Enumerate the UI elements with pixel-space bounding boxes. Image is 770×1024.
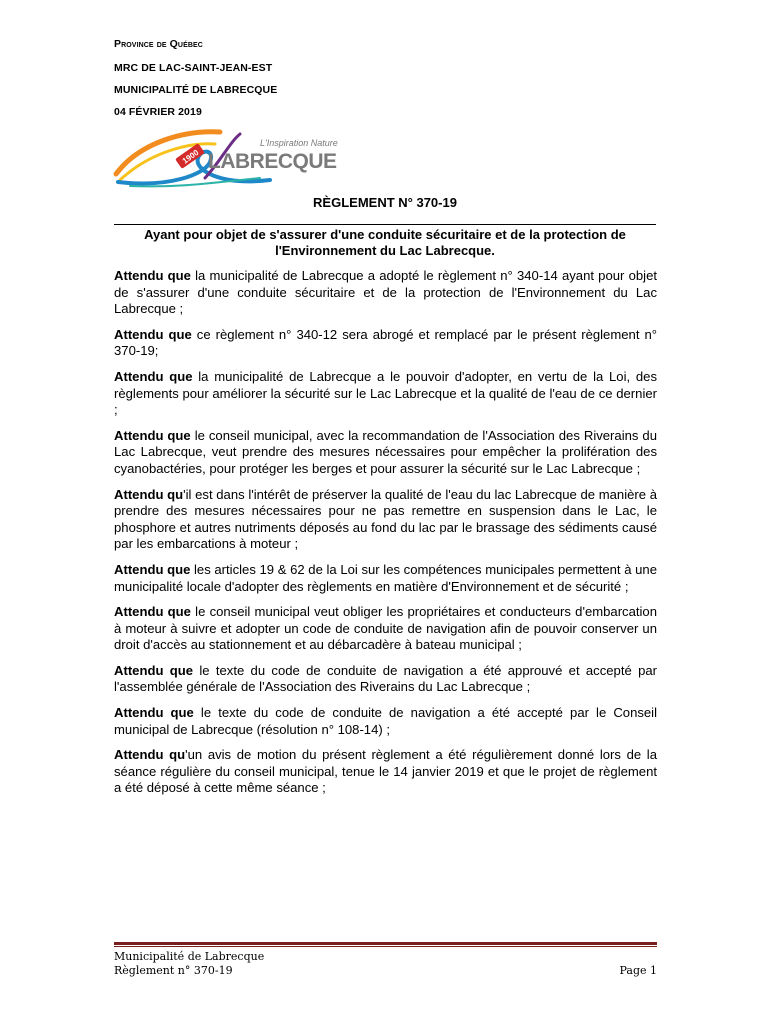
footer-divider: [114, 942, 657, 945]
municipality-header: MUNICIPALITÉ DE LABRECQUE: [114, 84, 278, 96]
whereas-lead: Attendu que: [114, 561, 191, 577]
whereas-lead: Attendu qu: [114, 747, 186, 763]
regulation-body: [114, 268, 657, 806]
province-header: Province de Québec: [114, 38, 203, 50]
whereas-paragraph: [114, 487, 657, 553]
whereas-paragraph: [114, 747, 657, 797]
labrecque-logo: [110, 122, 360, 190]
regulation-title: RÈGLEMENT N° 370-19: [313, 195, 457, 210]
whereas-lead: Attendu qu: [114, 486, 184, 502]
footer-divider-thin: [114, 946, 657, 947]
whereas-lead: Attendu que: [114, 268, 191, 283]
logo-name: LABRECQUE: [208, 150, 337, 173]
whereas-text: le texte du code de conduite de navigation a été approuvé et accepté par l'assemblée générale de l'Association des Riverains du Lac Labrecque ;: [114, 662, 657, 695]
whereas-paragraph: [114, 327, 657, 360]
whereas-lead: Attendu que: [114, 604, 191, 620]
whereas-paragraph: [114, 562, 657, 595]
whereas-text: 'il est dans l'intérêt de préserver la qualité de l'eau du lac Labrecque de manière à prendre des mesures nécessaires pour ne pas remettre en suspension dans le Lac, le phosphore et autres nutriments déposés au fond du lac par le brassage des sédiments causé par les embarcations à moteur ;: [114, 486, 657, 552]
whereas-text: ce règlement n° 340-12 sera abrogé et remplacé par le présent règlement n° 370-19;: [114, 326, 657, 359]
mrc-header: MRC DE LAC-SAINT-JEAN-EST: [114, 62, 273, 74]
whereas-lead: Attendu que: [114, 368, 193, 384]
whereas-lead: Attendu que: [114, 326, 192, 342]
whereas-text: 'un avis de motion du présent règlement a été régulièrement donné lors de la séance régulière du conseil municipal, tenue le 14 janvier 2019 et que le projet de règlement a été déposé à cette même séance ;: [114, 747, 658, 796]
whereas-paragraph: [114, 428, 657, 478]
whereas-paragraph: [114, 604, 657, 654]
whereas-paragraph: [114, 663, 657, 696]
page-number: Page 1: [619, 964, 657, 977]
footer-regulation: Règlement n° 370-19: [114, 964, 233, 977]
whereas-text: le conseil municipal veut obliger les propriétaires et conducteurs d'embarcation à moteur à suivre et adopter un code de conduite de navigation afin de pouvoir conserver un droit d'accès au stationnement et au débarcadère à bateau municipal ;: [114, 604, 658, 653]
date-header: 04 FÉVRIER 2019: [114, 106, 202, 118]
whereas-lead: Attendu que: [114, 427, 191, 443]
whereas-text: le texte du code de conduite de navigation a été accepté par le Conseil municipal de Labrecque (résolution n° 108-14) ;: [114, 705, 658, 737]
whereas-text: les articles 19 & 62 de la Loi sur les compétences municipales permettent à une municipalité locale d'adopter des règlements en matière d'Environnement et de sécurité ;: [114, 561, 657, 594]
whereas-text: la municipalité de Labrecque a le pouvoir d'adopter, en vertu de la Loi, des règlements pour améliorer la sécurité sur le Lac Labrecque et la qualité de l'eau de ce dernier ;: [114, 368, 657, 418]
whereas-paragraph: [114, 705, 657, 738]
logo-badge-text: 1900: [180, 148, 201, 166]
whereas-paragraph: [114, 268, 657, 318]
whereas-lead: Attendu que: [114, 662, 194, 678]
regulation-subject: Ayant pour objet de s'assurer d'une conduite sécuritaire et de la protection de l'Environnement du Lac Labrecque.: [114, 224, 656, 259]
page-footer: [114, 950, 264, 978]
whereas-text: le conseil municipal, avec la recommandation de l'Association des Riverains du Lac Labrecque, veut prendre des mesures nécessaires pour empêcher la prolifération des cyanobactéries, pour protéger les berges et pour assurer la sécurité sur le Lac Labrecque ;: [114, 427, 657, 476]
footer-municipality: Municipalité de Labrecque: [114, 950, 265, 963]
logo-tagline: L'Inspiration Nature: [260, 138, 338, 148]
whereas-paragraph: [114, 369, 657, 419]
whereas-text: la municipalité de Labrecque a adopté le règlement n° 340-14 ayant pour objet de s'assurer d'une conduite sécuritaire et de la protection de l'Environnement du Lac Labrecque ;: [114, 268, 657, 317]
whereas-lead: Attendu que: [114, 705, 194, 721]
